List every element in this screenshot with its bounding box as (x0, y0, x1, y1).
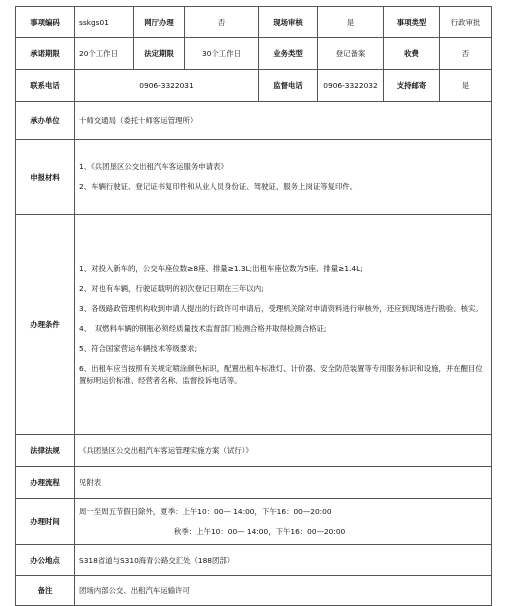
supervision-phone-label: 监督电话 (259, 70, 318, 102)
item-type-value: 行政审批 (440, 7, 492, 38)
mail-support-label: 支持邮寄 (384, 70, 440, 102)
row-basic-info (16, 7, 492, 38)
business-type-label: 业务类型 (259, 38, 318, 70)
remark-label: 备注 (16, 576, 75, 606)
conditions-label: 办理条件 (16, 215, 75, 435)
address-label: 办公地点 (16, 545, 75, 576)
fee-label: 收费 (384, 38, 440, 70)
hours-label: 办理时间 (16, 499, 75, 545)
business-type-value: 登记备案 (318, 38, 384, 70)
undertaking-unit-label: 承办单位 (16, 102, 75, 140)
hours-line-summer: 周一至周五节假日除外，夏季：上午10：00— 14:00，下午16：00—20:00 (79, 506, 332, 516)
online-handling-value: 否 (185, 7, 259, 38)
row-hours (16, 499, 492, 545)
law-label: 法律法规 (16, 435, 75, 467)
fee-value: 否 (440, 38, 492, 70)
law-value: 《兵团垦区公交出租汽车客运管理实施方案（试行）》 (75, 435, 492, 467)
remark-value: 团场内部公交、出租汽车运输许可 (75, 576, 492, 606)
materials-item-2: 2、车辆行驶证、登记证书复印件和从业人员身份证、驾驶证、服务上岗证等复印件。 (79, 182, 358, 191)
legal-period-value: 30个工作日 (185, 38, 259, 70)
item-type-label: 事项类型 (384, 7, 440, 38)
legal-period-label: 法定期限 (134, 38, 185, 70)
row-law (16, 435, 492, 467)
row-process (16, 467, 492, 499)
row-phones (16, 70, 492, 102)
promise-period-value: 20个工作日 (75, 38, 134, 70)
item-code-label: 事项编码 (16, 7, 75, 38)
condition-item-6: 6、出租车应当按照有关规定喷涂颜色标识，配置出租车标准灯、计价器、安全防范装置等专用服务标识和设施，并在醒目位置标明运价标准、经营者名称、监督投诉电话等。 (79, 363, 483, 385)
condition-item-2: 2、对也有车辆，行驶证载明的初次登记日期在三年以内; (79, 283, 264, 293)
row-deadlines (16, 38, 492, 70)
row-conditions (16, 215, 492, 435)
process-label: 办理流程 (16, 467, 75, 499)
mail-support-value: 是 (440, 70, 492, 102)
supervision-phone-value: 0906-3322032 (318, 70, 384, 102)
materials-content (75, 140, 492, 215)
materials-label: 申报材料 (16, 140, 75, 215)
hours-content (75, 499, 492, 545)
materials-item-1: 1、《兵团垦区公交出租汽车客运服务申请表》 (79, 162, 228, 171)
service-item-table (15, 6, 492, 606)
undertaking-unit-value: 十师交通局（委托十师客运管理所） (75, 102, 492, 140)
condition-item-3: 3、各级路政管理机构收到申请人提出的行政许可申请后，受理机关除对申请资料进行审核外，还应到现场进行勘验、核实。 (79, 303, 483, 313)
condition-item-5: 5、符合国家营运车辆技术等级要求; (79, 343, 198, 353)
onsite-review-value: 是 (318, 7, 384, 38)
hours-line-autumn: 秋季：上午10：00— 14:00，下午16：00—20:00 (174, 526, 346, 536)
contact-phone-value: 0906-3322031 (75, 70, 259, 102)
condition-item-4: 4、 双燃料车辆的钢瓶必须经质量技术监督部门检测合格并取得检测合格证; (79, 323, 327, 333)
condition-item-1: 1、对投入新车的，公交车座位数≥8座、排量≥1.3L;出租车座位数为5座、排量≥1.4L; (79, 263, 363, 273)
conditions-content (75, 215, 492, 435)
row-materials (16, 140, 492, 215)
process-value: 见附表 (75, 467, 492, 499)
item-code-value: sskgs01 (75, 7, 134, 38)
row-unit (16, 102, 492, 140)
address-value: S318省道与S310海青公路交汇处（188团部） (75, 545, 492, 576)
row-address (16, 545, 492, 576)
contact-phone-label: 联系电话 (16, 70, 75, 102)
promise-period-label: 承诺期限 (16, 38, 75, 70)
online-handling-label: 网厅办理 (134, 7, 185, 38)
onsite-review-label: 现场审核 (259, 7, 318, 38)
row-remark (16, 576, 492, 606)
